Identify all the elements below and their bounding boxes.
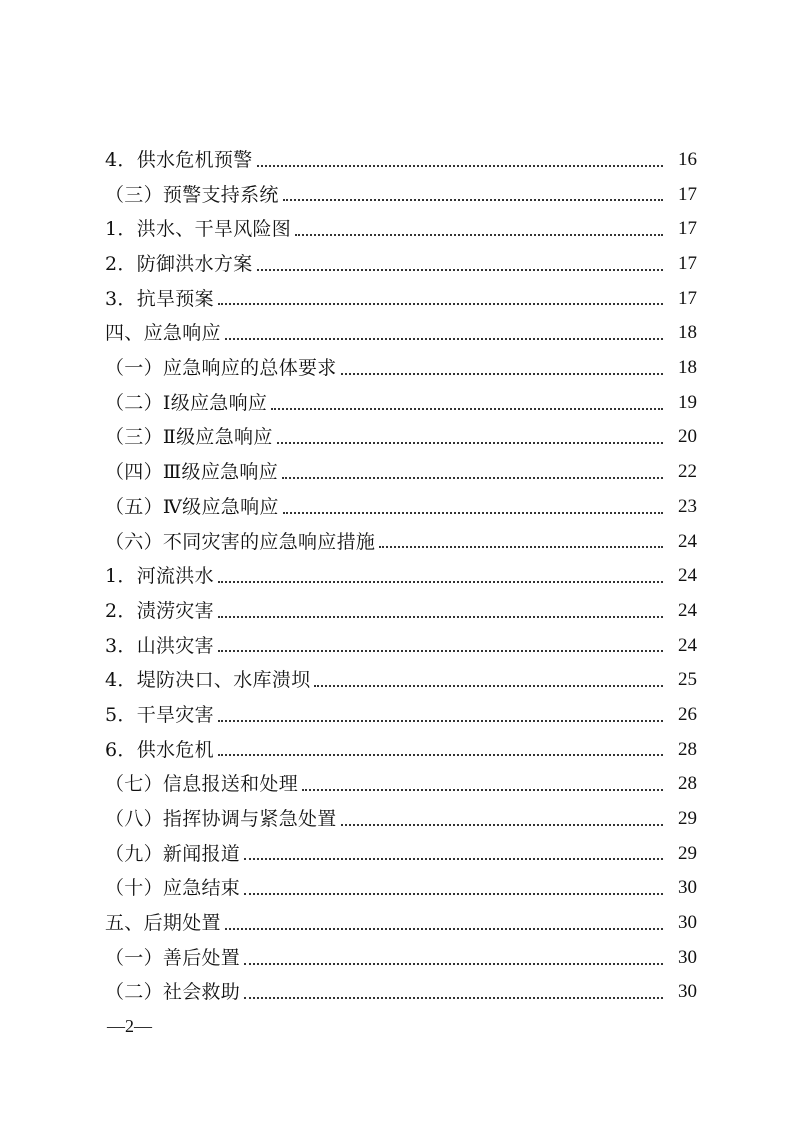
toc-dot-leader [218, 615, 663, 618]
toc-entry[interactable] [105, 559, 697, 594]
toc-dot-leader [295, 233, 663, 236]
toc-entry-page: 26 [678, 703, 697, 725]
toc-entry-page: 30 [678, 877, 697, 899]
toc-dot-leader [283, 198, 663, 201]
toc-entry-title: （五）Ⅳ级应急响应 [105, 495, 279, 518]
toc-entry[interactable] [105, 767, 697, 802]
toc-entry-title: 四、应急响应 [105, 322, 221, 345]
toc-entry-page: 24 [678, 565, 697, 587]
toc-dot-leader [341, 372, 663, 375]
toc-entry-title: 3．抗旱预案 [105, 287, 214, 310]
toc-entry-page: 30 [678, 912, 697, 934]
toc-entry[interactable] [105, 941, 697, 976]
toc-entry-page: 22 [678, 461, 697, 483]
toc-entry-page: 16 [678, 148, 697, 170]
toc-dot-leader [218, 302, 663, 305]
toc-dot-leader [277, 441, 663, 444]
toc-entry[interactable] [105, 212, 697, 247]
toc-entry-title: 5．干旱灾害 [105, 703, 214, 726]
toc-entry-title: 4．堤防决口、水库溃坝 [105, 669, 311, 692]
toc-dot-leader [244, 996, 663, 999]
toc-dot-leader [283, 511, 663, 514]
toc-dot-leader [314, 684, 663, 687]
toc-entry-title: （一）善后处置 [105, 946, 241, 969]
toc-entry[interactable] [105, 698, 697, 733]
toc-entry-page: 17 [678, 287, 697, 309]
table-of-contents [105, 143, 697, 1010]
toc-entry-title: 3．山洪灾害 [105, 634, 214, 657]
toc-entry-page: 17 [678, 218, 697, 240]
toc-dot-leader [257, 268, 664, 271]
toc-entry-title: （六）不同灾害的应急响应措施 [105, 530, 376, 553]
toc-entry-page: 18 [678, 357, 697, 379]
toc-entry[interactable] [105, 421, 697, 456]
toc-dot-leader [271, 407, 663, 410]
toc-entry-title: 6．供水危机 [105, 738, 214, 761]
toc-entry[interactable] [105, 663, 697, 698]
toc-dot-leader [244, 962, 663, 965]
toc-entry-title: （七）信息报送和处理 [105, 773, 299, 796]
toc-entry[interactable] [105, 733, 697, 768]
toc-entry-title: （二）Ⅰ级应急响应 [105, 391, 268, 414]
toc-entry[interactable] [105, 594, 697, 629]
toc-dot-leader [218, 649, 663, 652]
toc-entry[interactable] [105, 525, 697, 560]
toc-entry-page: 20 [678, 426, 697, 448]
toc-entry-title: （四）Ⅲ级应急响应 [105, 461, 279, 484]
page-number: —2— [107, 1016, 152, 1036]
toc-entry-page: 18 [678, 322, 697, 344]
toc-entry[interactable] [105, 351, 697, 386]
toc-entry-title: 2．渍涝灾害 [105, 599, 214, 622]
toc-dot-leader [282, 476, 663, 479]
toc-entry[interactable] [105, 629, 697, 664]
toc-dot-leader [257, 164, 664, 167]
toc-entry[interactable] [105, 802, 697, 837]
toc-entry-page: 30 [678, 946, 697, 968]
toc-entry[interactable] [105, 455, 697, 490]
toc-entry-page: 28 [678, 738, 697, 760]
toc-dot-leader [379, 545, 663, 548]
toc-entry-page: 28 [678, 773, 697, 795]
toc-entry-page: 17 [678, 183, 697, 205]
toc-entry[interactable] [105, 386, 697, 421]
toc-entry-page: 24 [678, 530, 697, 552]
toc-entry[interactable] [105, 247, 697, 282]
toc-entry-title: （八）指挥协调与紧急处置 [105, 808, 337, 831]
toc-dot-leader [218, 580, 663, 583]
toc-entry-title: （十）应急结束 [105, 877, 241, 900]
toc-dot-leader [302, 788, 663, 791]
toc-entry-title: 2．防御洪水方案 [105, 253, 253, 276]
toc-entry[interactable] [105, 143, 697, 178]
toc-entry[interactable] [105, 976, 697, 1011]
toc-entry-page: 19 [678, 391, 697, 413]
toc-dot-leader [341, 823, 663, 826]
toc-entry[interactable] [105, 178, 697, 213]
toc-entry-title: （二）社会救助 [105, 981, 241, 1004]
toc-entry-title: （九）新闻报道 [105, 842, 241, 865]
toc-entry[interactable] [105, 282, 697, 317]
toc-entry-page: 25 [678, 669, 697, 691]
toc-entry[interactable] [105, 316, 697, 351]
toc-dot-leader [218, 753, 663, 756]
toc-entry-title: 1．洪水、干旱风险图 [105, 218, 292, 241]
toc-dot-leader [225, 337, 663, 340]
toc-entry[interactable] [105, 837, 697, 872]
toc-entry-title: 五、后期处置 [105, 912, 221, 935]
toc-entry[interactable] [105, 906, 697, 941]
toc-entry-page: 24 [678, 599, 697, 621]
toc-entry-title: （一）应急响应的总体要求 [105, 357, 337, 380]
toc-entry-title: 1．河流洪水 [105, 565, 214, 588]
toc-entry[interactable] [105, 871, 697, 906]
toc-entry-page: 23 [678, 495, 697, 517]
toc-dot-leader [244, 857, 663, 860]
toc-entry-page: 29 [678, 842, 697, 864]
toc-entry-page: 29 [678, 808, 697, 830]
toc-dot-leader [225, 927, 663, 930]
toc-entry-title: （三）Ⅱ级应急响应 [105, 426, 273, 449]
toc-entry-title: （三）预警支持系统 [105, 183, 279, 206]
toc-dot-leader [244, 892, 663, 895]
toc-entry[interactable] [105, 490, 697, 525]
toc-dot-leader [218, 719, 663, 722]
toc-entry-page: 17 [678, 253, 697, 275]
toc-entry-page: 30 [678, 981, 697, 1003]
toc-entry-title: 4．供水危机预警 [105, 148, 253, 171]
toc-entry-page: 24 [678, 634, 697, 656]
